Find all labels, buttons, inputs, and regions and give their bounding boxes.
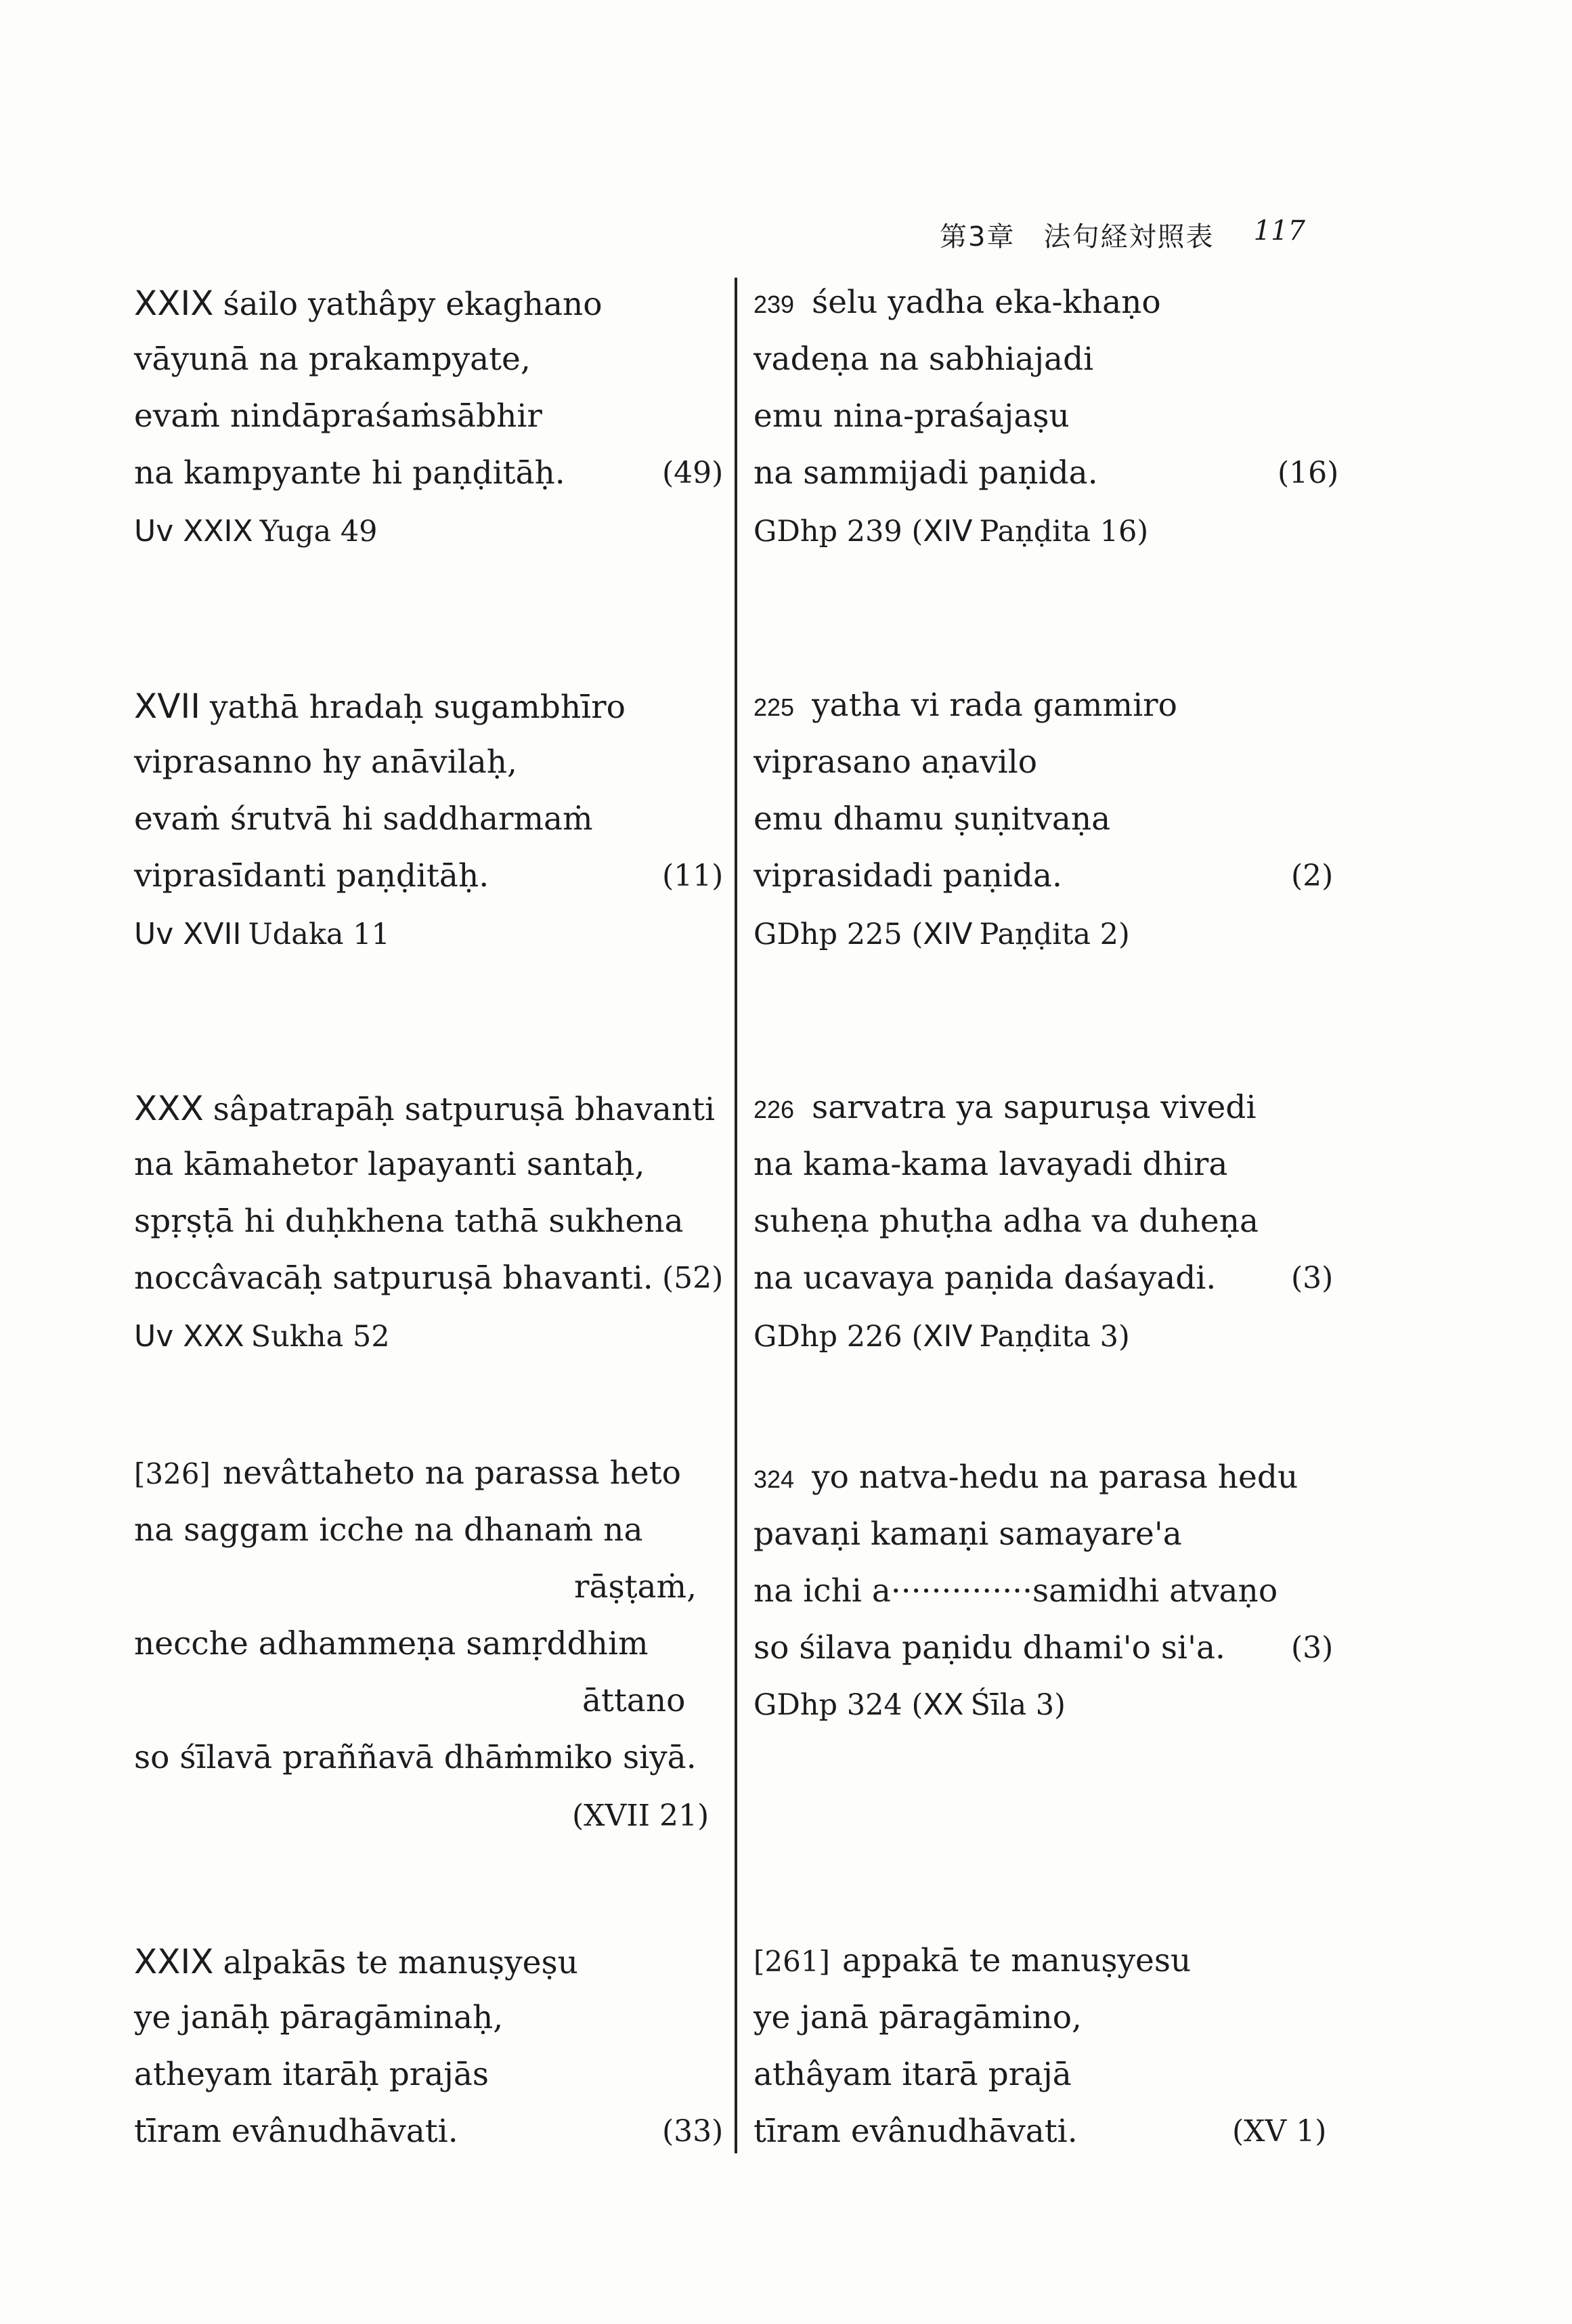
verse-index: 225 (754, 693, 795, 721)
verse-line: tīram evânudhāvati. (134, 2113, 458, 2150)
verse-line: ye janā pāragāmino, (754, 1999, 1082, 2036)
page-number: 117 (1253, 215, 1305, 246)
verse-line: viprasanno hy anāvilaḥ, (134, 744, 517, 781)
verse-line: ye janāḥ pāragāminaḥ, (134, 1999, 504, 2036)
chapter-roman: XXIX (134, 1942, 214, 1981)
verse-index: [261] (754, 1945, 830, 1978)
verse-line: na ichi a··············samidhi atvaṇo (754, 1572, 1278, 1610)
verse-number: (11) (662, 859, 724, 893)
verse-line: so śilava paṇidu dhami'o si'a. (754, 1629, 1225, 1666)
verse-line: śelu yadha eka-khaṇo (812, 284, 1161, 321)
source-reference: GDhp 324 (XX Śīla 3) (754, 1687, 1066, 1722)
source-reference: Uv XXX Sukha 52 (134, 1319, 390, 1354)
verse-number: (2) (1291, 859, 1334, 893)
chapter-roman: XVII (134, 687, 200, 726)
verse-line: na kāmahetor lapayanti santaḥ, (134, 1146, 645, 1183)
verse-line: vadeṇa na sabhiajadi (754, 341, 1094, 378)
verse-number: (49) (662, 456, 724, 490)
source-reference: GDhp 226 (XIV Paṇḍita 3) (754, 1319, 1130, 1354)
verse-line: yatha vi rada gammiro (812, 687, 1177, 724)
chapter-roman: XXIX (134, 284, 214, 323)
verse-line: yo natva-hedu na parasa hedu (812, 1459, 1298, 1496)
verse-line: āttano (582, 1682, 686, 1719)
source-reference: GDhp 239 (XIV Paṇḍita 16) (754, 514, 1149, 548)
verse-number: (33) (662, 2114, 724, 2149)
verse-line: sarvatra ya sapuruṣa vivedi (812, 1089, 1257, 1126)
verse-line: yathā hradaḥ sugambhīro (209, 689, 626, 726)
verse-line: so śīlavā praññavā dhāṁmiko siyā. (134, 1739, 697, 1776)
verse-index: 324 (754, 1465, 795, 1493)
verse-line: nevâttaheto na parassa heto (222, 1455, 681, 1492)
source-reference: GDhp 225 (XIV Paṇḍita 2) (754, 917, 1130, 951)
verse-line: viprasano aṇavilo (754, 744, 1038, 781)
verse-line: pavaṇi kamaṇi samayare'a (754, 1515, 1182, 1553)
verse-line: viprasīdanti paṇḍitāḥ. (134, 857, 489, 895)
verse-number: (XV 1) (1232, 2114, 1327, 2149)
verse-line: na sammijadi paṇida. (754, 454, 1098, 492)
verse-line: appakā te manuṣyesu (842, 1942, 1192, 1979)
verse-index: 239 (754, 290, 795, 318)
verse-line: śailo yathâpy ekaghano (223, 286, 603, 323)
verse-line: noccâvacāḥ satpuruṣā bhavanti. (134, 1260, 653, 1297)
verse-number: (52) (662, 1261, 724, 1295)
verse-index: [326] (134, 1457, 211, 1490)
verse-number: (3) (1291, 1261, 1334, 1295)
verse-line: na ucavaya paṇida daśayadi. (754, 1260, 1217, 1297)
verse-number: (XVII 21) (572, 1799, 709, 1833)
verse-line: rāṣṭaṁ, (574, 1568, 697, 1606)
verse-line: suheṇa phuṭha adha va duheṇa (754, 1203, 1259, 1240)
verse-line: necche adhammeṇa samṛddhim (134, 1625, 649, 1662)
source-reference: Uv XXIX Yuga 49 (134, 514, 378, 548)
verse-line: emu dhamu ṣuṇitvaṇa (754, 800, 1111, 838)
verse-line: na saggam icche na dhanaṁ na (134, 1511, 643, 1549)
running-header (940, 215, 1305, 254)
column-divider (735, 278, 737, 2153)
verse-line: alpakās te manuṣyeṣu (223, 1944, 578, 1981)
verse-line: na kampyante hi paṇḍitāḥ. (134, 454, 565, 492)
verse-line: na kama-kama lavayadi dhira (754, 1146, 1228, 1183)
verse-line: spṛṣṭā hi duḥkhena tathā sukhena (134, 1203, 684, 1240)
source-reference: Uv XVII Udaka 11 (134, 917, 390, 951)
verse-line: emu nina-praśajaṣu (754, 397, 1070, 435)
verse-number: (3) (1291, 1631, 1334, 1665)
chapter-roman: XXX (134, 1089, 204, 1128)
verse-line: evaṁ śrutvā hi saddharmaṁ (134, 800, 593, 838)
verse-index: 226 (754, 1096, 795, 1123)
verse-line: atheyam itarāḥ prajās (134, 2056, 489, 2093)
verse-line: evaṁ nindāpraśaṁsābhir (134, 397, 542, 435)
chapter-title: 第3章 法句経対照表 (940, 221, 1215, 253)
verse-line: vāyunā na prakampyate, (134, 341, 531, 378)
verse-number: (16) (1278, 456, 1339, 490)
verse-line: tīram evânudhāvati. (754, 2113, 1078, 2150)
verse-line: viprasidadi paṇida. (754, 857, 1062, 895)
verse-line: sâpatrapāḥ satpuruṣā bhavanti (213, 1091, 716, 1128)
verse-line: athâyam itarā prajā (754, 2056, 1072, 2093)
